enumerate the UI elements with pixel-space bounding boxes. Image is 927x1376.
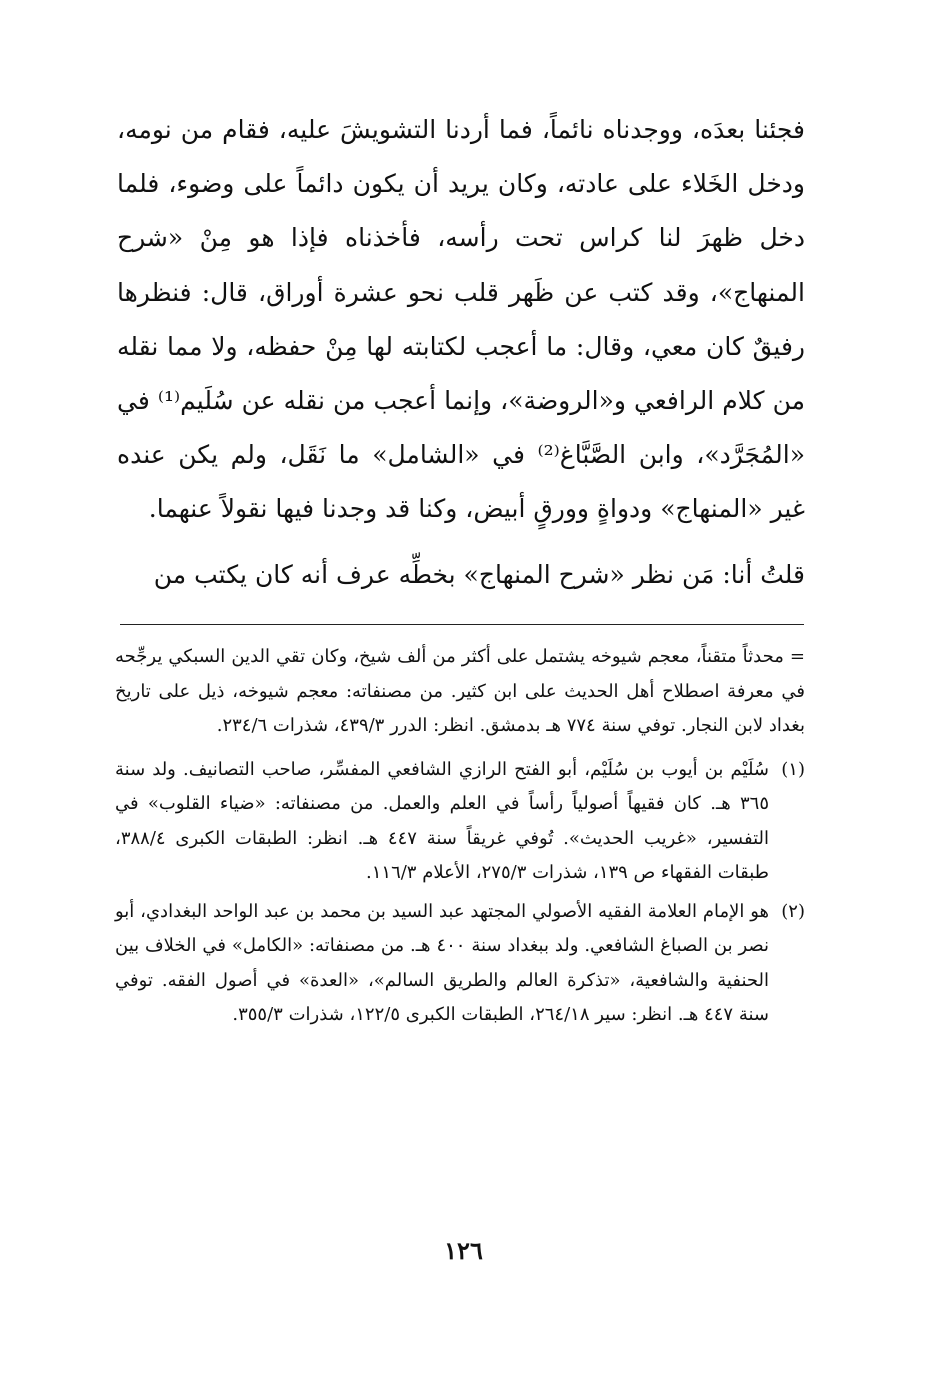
footnote-item — [115, 895, 805, 1033]
footnote-item — [115, 753, 805, 891]
footnote-continuation: = محدثاً متقناً، معجم شيوخه يشتمل على أكثر من ألف شيخ، وكان تقي الدين السبكي يرجِّحه في معرفة اصطلاح أهل الحديث على ابن كثير. من مصنفاته: معجم شيوخه، ذيل على تاريخ بغداد لابن النجار. توفي سنة ٧٧٤ هـ بدمشق. انظر: الدرر ٤٣٩/٣، شذرات ٢٣٤/٦. — [115, 646, 805, 736]
main-paragraph: فجئنا بعدَه، ووجدناه نائماً، فما أردنا التشويشَ عليه، فقام من نومه، ودخل الخَلاء على عادته، وكان يريد أن يكون دائماً على وضوء، فلما دخل ظهرَ لنا كراس تحت رأسه، فأخذناه فإذا هو مِنْ «شرح المنهاج»، وقد كتب عن ظَهر قلب نحو عشرة أوراق، قال: فنظرها رفيقٌ كان معي، وقال: ما أعجب لكتابته لها مِنْ حفظه، ولا مما نقله من كلام الرافعي و«الروضة»، وإنما أعجب من نقله عن سُلَيم⁽¹⁾ في «المُجَرَّد»، وابن الصَّبَّاغ⁽²⁾ في «الشامل» ما نَقَل، ولم يكن عنده غير «المنهاج» ودواةٍ وورقٍ أبيض، وكنا قد وجدنا فيها نقولاً عنهما. — [117, 115, 806, 524]
footnotes-block — [115, 640, 805, 1037]
footnote-separator — [120, 624, 804, 625]
footnote-number: (١) — [781, 758, 805, 780]
footnote-text: سُلَيْم بن أيوب بن سُلَيْم، أبو الفتح الرازي الشافعي المفسِّر، صاحب التصانيف. ولد سنة ٣٦٥ هـ. كان فقيهاً أصولياً رأساً في العلم والعمل. من مصنفاته: «ضياء القلوب» في التفسير، «غريب الحديث». تُوفي غريقاً سنة ٤٤٧ هـ. انظر: الطبقات الكبرى ٣٨٨/٤، طبقات الفقهاء ص ١٣٩، شذرات ٢٧٥/٣، الأعلام ١١٦/٣. — [115, 758, 769, 883]
page-number: ١٢٦ — [444, 1236, 483, 1265]
main-text-block — [117, 103, 805, 537]
footnote-number: (٢) — [781, 900, 805, 922]
quote-line: قلتُ أنا: مَن نظر «شرح المنهاج» بخطِّه عرف أنه كان يكتب من — [153, 560, 805, 589]
footnote-text: هو الإمام العلامة الفقيه الأصولي المجتهد عبد السيد بن محمد بن عبد الواحد البغدادي، أبو نصر بن الصباغ الشافعي. ولد ببغداد سنة ٤٠٠ هـ. من مصنفاته: «الكامل» في الخلاف بين الحنفية والشافعية، «تذكرة العالم والطريق السالم»، «العدة» في أصول الفقه. توفي سنة ٤٤٧ هـ. انظر: سير ٢٦٤/١٨، الطبقات الكبرى ١٢٢/٥، شذرات ٣٥٥/٣. — [115, 900, 770, 1025]
